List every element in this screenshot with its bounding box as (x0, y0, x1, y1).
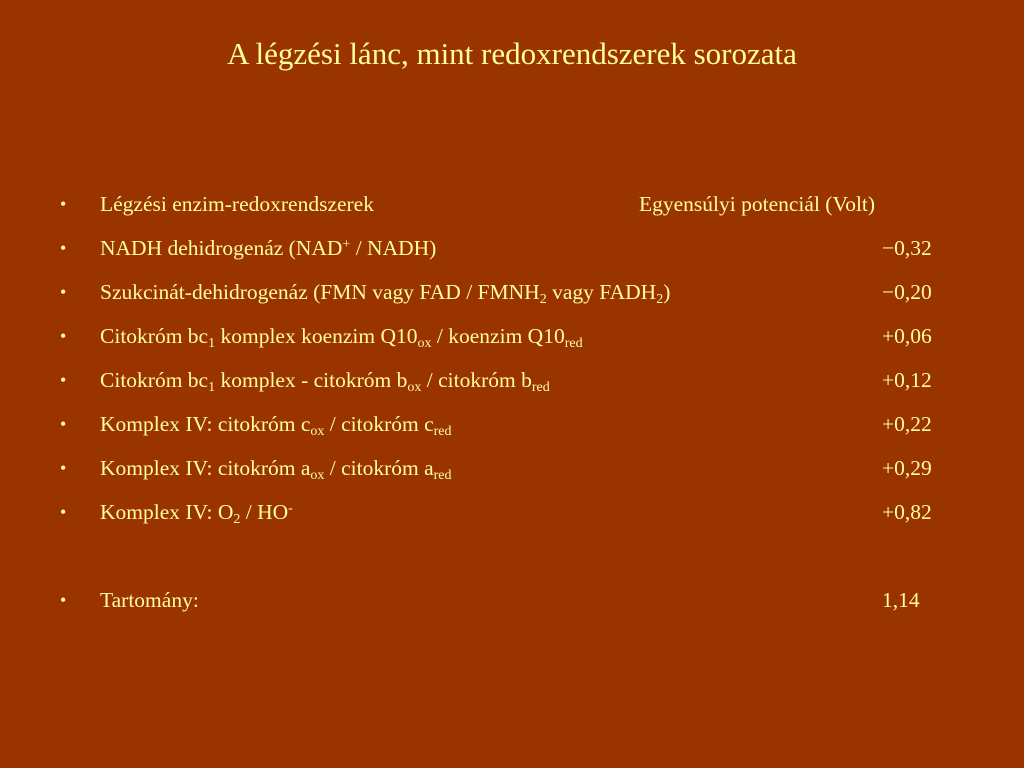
header-value: Egyensúlyi potenciál (Volt) (639, 192, 876, 216)
list-item-iv-c (0, 406, 1024, 450)
item-value: −0,32 (882, 236, 932, 260)
item-label: Komplex IV: $O_2 / HO^-$ (100, 500, 293, 527)
list-item-bc1-q10 (0, 318, 1024, 362)
item-value: −0,20 (882, 280, 932, 304)
item-label: Citokróm $bc_1$ komplex koenzim $Q10_{ox}$ / koenzim $Q10_{red}$ (100, 324, 583, 351)
bullet: • (60, 238, 67, 258)
slide-title: A légzési lánc, mint redoxrendszerek sorozata (227, 36, 797, 71)
bullet: • (60, 502, 67, 522)
item-label: Komplex IV: citokróm $a_{ox}$ / citokróm $a_{red}$ (100, 456, 452, 483)
item-value: +0,06 (882, 324, 932, 348)
list-item-szukcinat (0, 274, 1024, 318)
item-label: Citokróm $bc_1$ komplex - citokróm $b_{ox}$ / citokróm $b_{red}$ (100, 368, 550, 395)
range-value: 1,14 (882, 588, 920, 612)
item-label: NADH dehidrogenáz (NAD+ / NADH) (100, 236, 437, 260)
range-label: Tartomány: (100, 588, 199, 612)
list-item-iv-o2 (0, 494, 1024, 538)
bullet: • (60, 370, 67, 390)
bullet: • (60, 414, 67, 434)
bullet: • (60, 590, 67, 610)
list-item-bc1-b (0, 362, 1024, 406)
list-item-iv-a (0, 450, 1024, 494)
bullet: • (60, 282, 67, 302)
list-item-range (0, 582, 1024, 626)
redox-list (0, 186, 1024, 626)
bullet: • (60, 458, 67, 478)
header-label: Légzési enzim-redoxrendszerek (100, 192, 374, 216)
item-value: +0,12 (882, 368, 932, 392)
header-row (0, 186, 1024, 230)
item-label: Szukcinát-dehidrogenáz (FMN vagy FAD / $FMNH_2$ vagy $FADH_2$) (100, 280, 671, 307)
item-value: +0,22 (882, 412, 932, 436)
bullet: • (60, 326, 67, 346)
list-item-nadh (0, 230, 1024, 274)
item-label: Komplex IV: citokróm $c_{ox}$ / citokróm $c_{red}$ (100, 412, 452, 439)
item-value: +0,29 (882, 456, 932, 480)
item-value: +0,82 (882, 500, 932, 524)
bullet: • (60, 194, 67, 214)
